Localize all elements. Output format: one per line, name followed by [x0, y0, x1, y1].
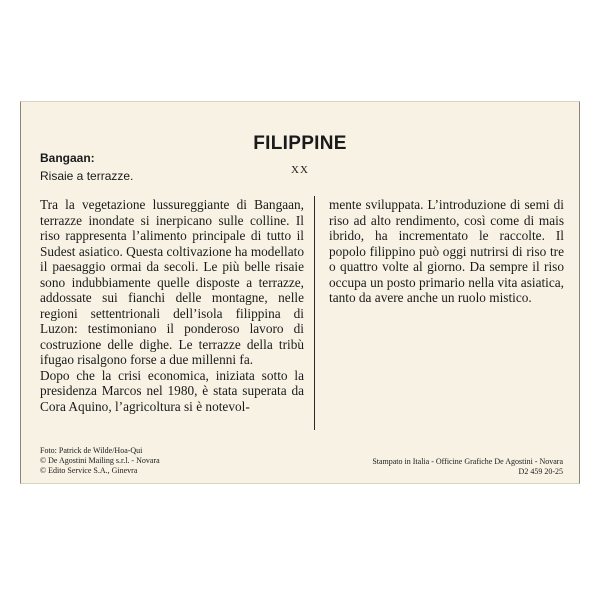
printer-info [372, 457, 563, 477]
copyright-line: © Edito Service S.A., Ginevra [40, 466, 138, 475]
postcard-back [20, 101, 580, 484]
body-paragraph: mente sviluppata. L’introduzione di semi di riso ad alto rendimento, così come di mais ibrido, ha incrementato le raccolte. Il popolo filippino può oggi nutrirsi di riso tre o quattro volte al giorno. Da sempre il riso occupa un posto primario nella vita asiatica, tanto da avere anche un ruolo mistico. [329, 197, 564, 305]
printer-line: Stampato in Italia - Officine Grafiche De Agostini - Novara [372, 457, 563, 466]
photo-credit: Foto: Patrick de Wilde/Hoa-Qui [40, 446, 143, 455]
column-divider [314, 196, 315, 430]
body-paragraph: Tra la vegetazione lussureggiante di Bangaan, terrazze inondate si inerpicano sulle colline. Il riso rappresenta l’alimento principale di tutto il Sudest asiatico. Questa coltivazione ha modellato il paesaggio ormai da secoli. Le più belle risaie sono indubbiamente quelle disposte a terrazze, addossate sui fianchi delle montagne, nelle regioni settentrionali dell’isola filippina di Luzon: testimoniano il ponderoso lavoro di costruzione delle dighe. Le terrazze della tribù ifugao risalgono forse a due millenni fa. [40, 197, 304, 367]
photo-caption: Risaie a terrazze. [40, 169, 134, 183]
body-column-left [40, 197, 304, 414]
body-column-right [329, 197, 564, 306]
copyright-line: © De Agostini Mailing s.r.l. - Novara [40, 456, 160, 465]
credits [40, 446, 160, 476]
place-name: Bangaan: [40, 151, 95, 165]
body-paragraph: Dopo che la crisi economica, iniziata sotto la presidenza Marcos nel 1980, è stata superata da Cora Aquino, l’agricoltura si è notevol- [40, 367, 304, 414]
card-title: FILIPPINE [253, 133, 347, 154]
print-code: D2 459 20-25 [518, 467, 563, 476]
card-number: XX [291, 164, 309, 176]
